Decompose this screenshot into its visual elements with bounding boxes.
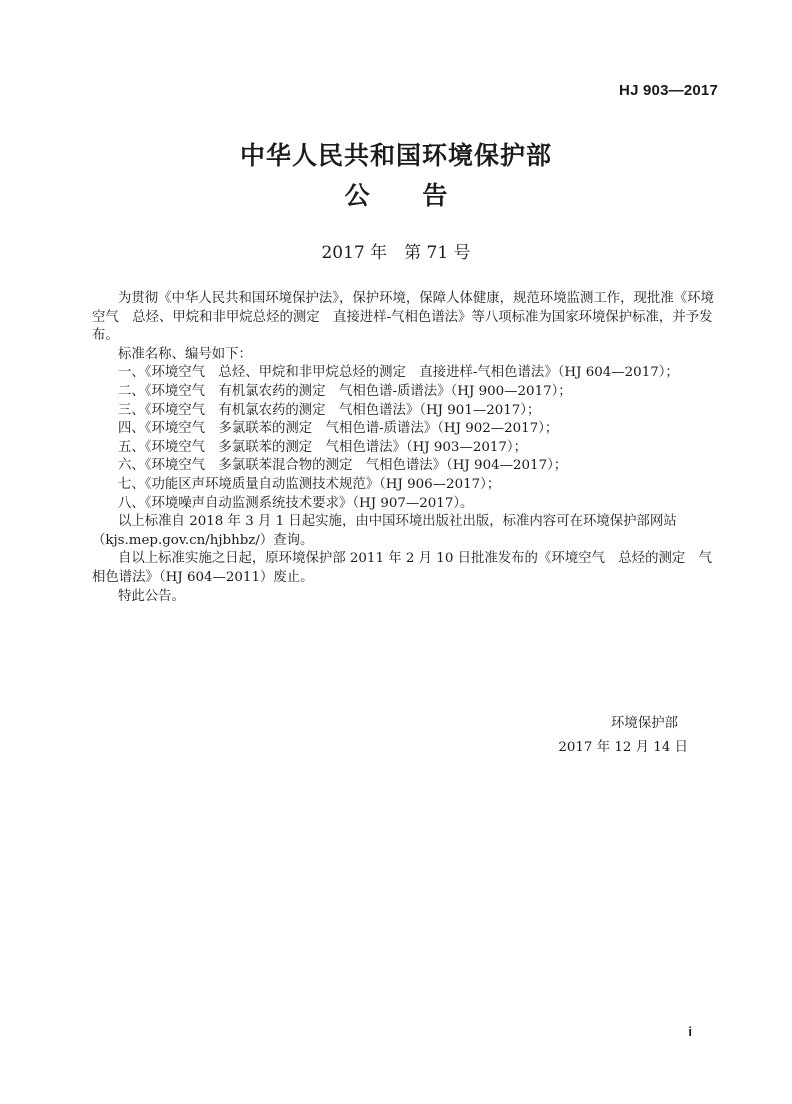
signature-organization: 环境保护部 <box>611 716 678 731</box>
standards-list <box>92 364 718 513</box>
document-type-title: 公 告 <box>344 181 470 210</box>
list-item: 二、《环境空气 有机氯农药的测定 气相色谱-质谱法》（HJ 900—2017）； <box>118 383 572 399</box>
announcement-body <box>92 290 718 606</box>
signature-date: 2017 年 12 月 14 日 <box>558 740 688 755</box>
list-item: 三、《环境空气 有机氯农药的测定 气相色谱法》（HJ 901—2017）； <box>118 402 541 418</box>
list-item: 七、《功能区声环境质量自动监测技术规范》（HJ 906—2017）； <box>118 476 501 492</box>
list-heading: 标准名称、编号如下： <box>118 346 252 362</box>
list-item: 八、《环境噪声自动监测系统技术要求》（HJ 907—2017）。 <box>118 495 474 511</box>
repeal-paragraph: 自以上标准实施之日起，原环境保护部 2011 年 2 月 10 日批准发布的《环境空气 总烃的测定 气相色谱法》（HJ 604—2011）废止。 <box>92 551 713 585</box>
list-item: 一、《环境空气 总烃、甲烷和非甲烷总烃的测定 直接进样-气相色谱法》（HJ 604—2017）； <box>118 365 679 381</box>
signature-block <box>558 712 688 760</box>
standard-code: HJ 903—2017 <box>619 82 718 99</box>
effective-paragraph: 以上标准自 2018 年 3 月 1 日起实施，由中国环境出版社出版，标准内容可在环境保护部网站（kjs.mep.gov.cn/hjbhbz/）查询。 <box>92 514 677 548</box>
intro-paragraph: 为贯彻《中华人民共和国环境保护法》，保护环境，保障人体健康，规范环境监测工作，现批准《环境空气 总烃、甲烷和非甲烷总烃的测定 直接进样-气相色谱法》等八项标准为国家环境保护标准，并予发布。 <box>92 291 714 344</box>
list-item: 六、《环境空气 多氯联苯混合物的测定 气相色谱法》（HJ 904—2017）； <box>118 458 568 474</box>
page-number: i <box>688 1024 692 1039</box>
closing-paragraph: 特此公告。 <box>118 588 185 604</box>
list-item: 四、《环境空气 多氯联苯的测定 气相色谱-质谱法》（HJ 902—2017）； <box>118 421 559 437</box>
issue-number: 2017 年 第 71 号 <box>321 243 471 263</box>
organization-title: 中华人民共和国环境保护部 <box>239 141 552 170</box>
list-item: 五、《环境空气 多氯联苯的测定 气相色谱法》（HJ 903—2017）； <box>118 439 527 455</box>
